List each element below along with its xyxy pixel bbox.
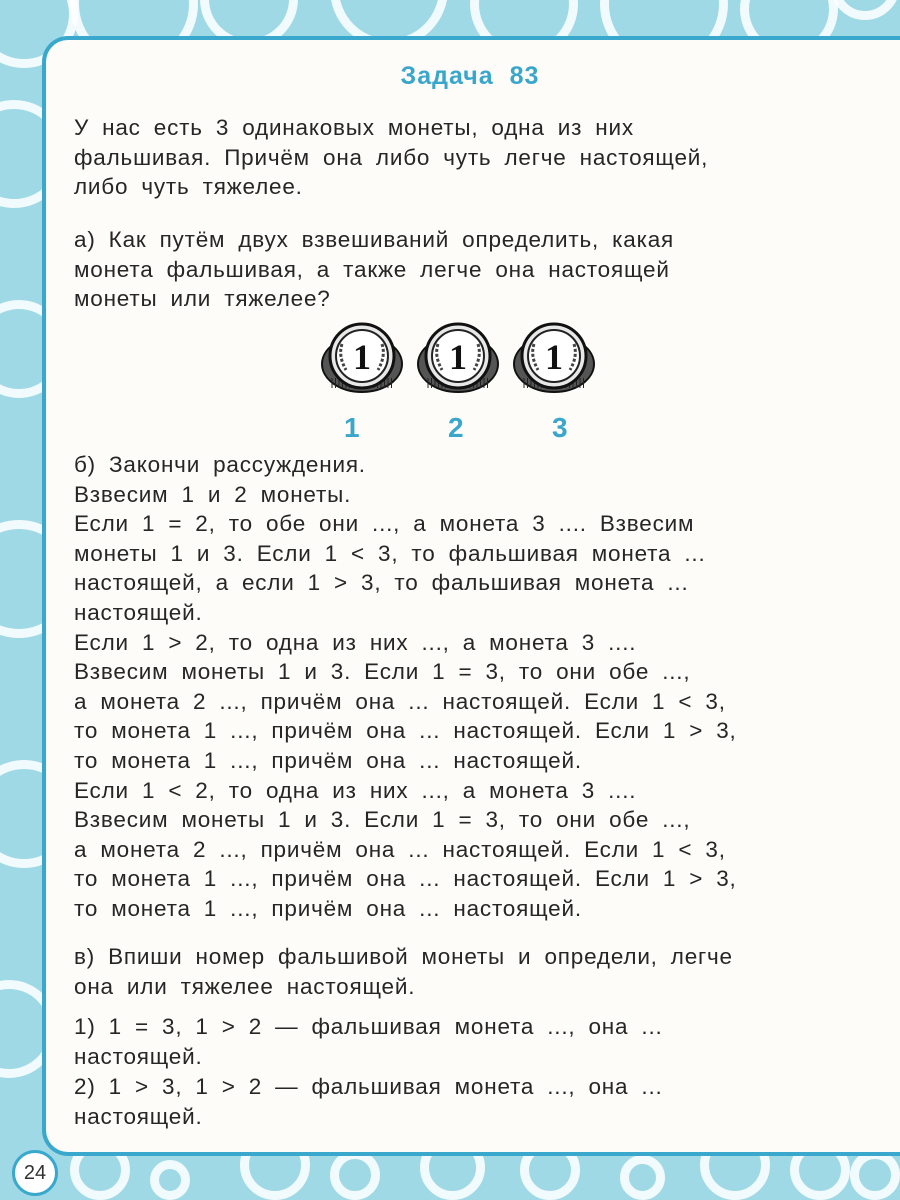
text-line: в) Впиши номер фальшивой монеты и определи, легче: [74, 944, 733, 969]
coins-illustration: [318, 322, 602, 394]
text-line: то монета 1 ..., причём она ... настоящей. Если 1 > 3,: [74, 866, 737, 892]
text-line: настоящей.: [74, 1103, 203, 1129]
text-line: Если 1 > 2, то одна из них ..., а монета 3 ....: [74, 629, 637, 655]
coin-icon: [318, 322, 410, 394]
text-line: она или тяжелее настоящей.: [74, 973, 416, 999]
coin-face: 1: [449, 337, 467, 377]
decorative-ring: [830, 0, 900, 20]
text-line: 2) 1 > 3, 1 > 2 — фальшивая монета ..., она ...: [74, 1074, 663, 1099]
coin-icon: [414, 322, 506, 394]
text-line: монеты 1 и 3. Если 1 < 3, то фальшивая монета ...: [74, 540, 706, 566]
text-line: Взвесим монеты 1 и 3. Если 1 = 3, то они обе ...,: [74, 807, 691, 833]
coin-labels: [344, 412, 656, 444]
text-line: Взвесим 1 и 2 монеты.: [74, 481, 352, 507]
text-line: Если 1 = 2, то обе они ..., а монета 3 .... Взвесим: [74, 511, 695, 537]
text-line: а) Как путём двух взвешиваний определить, какая: [74, 227, 674, 252]
part-a-text: [74, 225, 674, 314]
text-line: то монета 1 ..., причём она ... настоящей. Если 1 > 3,: [74, 718, 737, 744]
text-line: Взвесим монеты 1 и 3. Если 1 = 3, то они обе ...,: [74, 659, 691, 685]
text-line: 1) 1 = 3, 1 > 2 — фальшивая монета ..., она ...: [74, 1014, 663, 1039]
intro-text: [74, 113, 708, 202]
decorative-ring: [620, 1155, 665, 1200]
coin-icon: [510, 322, 602, 394]
coin-face: 1: [545, 337, 563, 377]
text-line: монета фальшивая, а также легче она настоящей: [74, 256, 670, 282]
text-line: б) Закончи рассуждения.: [74, 452, 366, 477]
text-line: а монета 2 ..., причём она ... настоящей. Если 1 < 3,: [74, 836, 726, 862]
text-line: фальшивая. Причём она либо чуть легче настоящей,: [74, 144, 709, 170]
text-line: У нас есть 3 одинаковых монеты, одна из них: [74, 115, 634, 140]
text-line: то монета 1 ..., причём она ... настоящей.: [74, 747, 582, 773]
page-number: 24: [12, 1150, 58, 1196]
decorative-ring: [150, 1160, 190, 1200]
text-line: настоящей.: [74, 1043, 203, 1069]
text-line: монеты или тяжелее?: [74, 286, 331, 312]
text-line: Если 1 < 2, то одна из них ..., а монета 3 ....: [74, 777, 637, 803]
item-1-text: [74, 1012, 663, 1071]
part-b-text: [74, 450, 737, 924]
item-2-text: [74, 1072, 663, 1131]
task-title: Задача 83: [400, 62, 540, 90]
part-c-text: [74, 942, 733, 1001]
coin-label: 3: [552, 412, 568, 443]
coin-label: 1: [344, 412, 360, 443]
coin-face: 1: [353, 337, 371, 377]
text-line: то монета 1 ..., причём она ... настоящей.: [74, 895, 582, 921]
text-line: настоящей.: [74, 599, 203, 625]
coin-label: 2: [448, 412, 464, 443]
decorative-ring: [330, 1150, 380, 1200]
text-line: либо чуть тяжелее.: [74, 174, 303, 200]
text-line: а монета 2 ..., причём она ... настоящей. Если 1 < 3,: [74, 688, 726, 714]
decorative-ring: [850, 1150, 900, 1200]
text-line: настоящей, а если 1 > 3, то фальшивая монета ...: [74, 570, 689, 596]
